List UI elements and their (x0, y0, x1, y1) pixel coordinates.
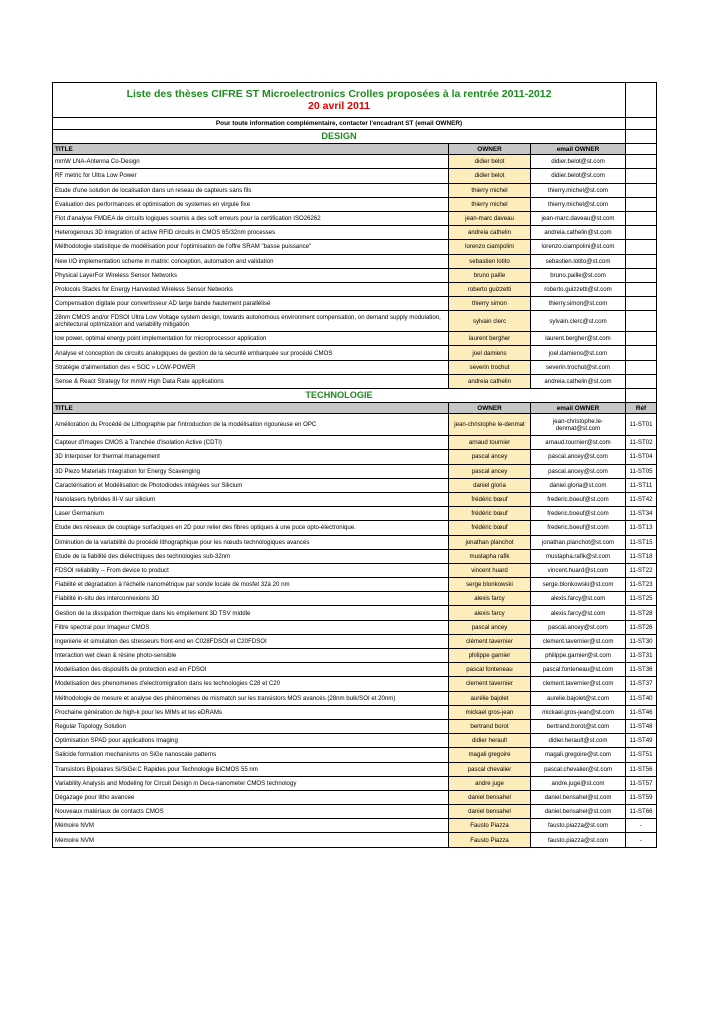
thesis-title: Modelisation des phenomenes d'electromigration dans les technologies C28 et C20 (53, 677, 449, 691)
table-row (53, 705, 657, 719)
ref-code: 11-ST13 (626, 521, 657, 535)
owner-name: frédéric bœuf (449, 521, 531, 535)
owner-name: roberto guizzetti (449, 282, 531, 296)
owner-name: thierry michel (449, 197, 531, 211)
table-row (53, 776, 657, 790)
thesis-title: Mémoire NVM (53, 833, 449, 847)
section-title-design: DESIGN (53, 130, 626, 144)
thesis-title: RF metric for Ultra Low Power (53, 169, 449, 183)
section-row-technologie (53, 389, 657, 403)
owner-email: lorenzo.ciampolini@st.com (531, 240, 626, 254)
ref-code: 11-ST18 (626, 549, 657, 563)
table-row (53, 268, 657, 282)
owner-name: severin trochut (449, 360, 531, 374)
table-row (53, 332, 657, 346)
thesis-title: Dégazage pour litho avancee (53, 790, 449, 804)
owner-name: bertrand borot (449, 719, 531, 733)
thesis-title: Fiabilité et dégradation à l'échelle nanométrique par sonde locale de mosfet 32à 20 nm (53, 578, 449, 592)
thesis-title: mmW LNA-Antenna Co-Design (53, 155, 449, 169)
table-row (53, 734, 657, 748)
section-title-technologie: TECHNOLOGIE (53, 389, 626, 403)
owner-name: thierry simon (449, 297, 531, 311)
ref-code: 11-ST05 (626, 464, 657, 478)
ref-code: 11-ST66 (626, 805, 657, 819)
thesis-title: Nouveaux matériaux de contacts CMOS (53, 805, 449, 819)
owner-email: severin.trochut@st.com (531, 360, 626, 374)
owner-email: didier.belot@st.com (531, 155, 626, 169)
owner-email: pascal.ancey@st.com (531, 450, 626, 464)
thesis-title: Compensation digitale pour convertisseur AD large bande hautement parallélisé (53, 297, 449, 311)
owner-email: clement.tavernier@st.com (531, 634, 626, 648)
table-row (53, 226, 657, 240)
design-rows (53, 155, 657, 389)
table-row (53, 464, 657, 478)
info-row (53, 118, 657, 130)
table-row (53, 450, 657, 464)
owner-email: mickael.gros-jean@st.com (531, 705, 626, 719)
ref-cell (626, 297, 657, 311)
thesis-title: Transistors Bipolaires Si/SiGe:C Rapides pour Technologie BiCMOS 55 nm (53, 762, 449, 776)
table-row (53, 183, 657, 197)
ref-code: 11-ST04 (626, 450, 657, 464)
ref-cell (626, 83, 657, 118)
document-header-row (53, 83, 657, 118)
col-title-header: TITLE (53, 403, 449, 414)
owner-name: daniel bensahel (449, 790, 531, 804)
owner-name: didier herault (449, 734, 531, 748)
owner-name: sebastien lotito (449, 254, 531, 268)
ref-cell (626, 374, 657, 388)
owner-name: lorenzo ciampolini (449, 240, 531, 254)
thesis-title: Laser Germanium (53, 507, 449, 521)
table-row (53, 578, 657, 592)
ref-code: - (626, 819, 657, 833)
ref-cell (626, 155, 657, 169)
ref-cell (626, 389, 657, 403)
table-row (53, 833, 657, 847)
owner-email: clement.tavernier@st.com (531, 677, 626, 691)
owner-email: serge.blonkowski@st.com (531, 578, 626, 592)
table-row (53, 282, 657, 296)
thesis-title: FDSOI reliability -- From device to product (53, 563, 449, 577)
owner-name: andreia cathelin (449, 374, 531, 388)
ref-cell (626, 183, 657, 197)
table-row (53, 620, 657, 634)
ref-cell (626, 169, 657, 183)
owner-email: andre.juge@st.com (531, 776, 626, 790)
document-title: Liste des thèses CIFRE ST Microelectronics Crolles proposées à la rentrée 2011-2012 (126, 88, 552, 100)
ref-code: 11-ST22 (626, 563, 657, 577)
section-row-design (53, 130, 657, 144)
owner-name: daniel gloria (449, 478, 531, 492)
owner-name: thierry michel (449, 183, 531, 197)
ref-cell (626, 211, 657, 225)
owner-email: roberto.guizzetti@st.com (531, 282, 626, 296)
owner-email: didier.herault@st.com (531, 734, 626, 748)
ref-code: 11-ST42 (626, 492, 657, 506)
owner-email: pascal.fonteneau@st.com (531, 663, 626, 677)
table-row (53, 649, 657, 663)
table-row (53, 606, 657, 620)
owner-name: joel damiens (449, 346, 531, 360)
thesis-title: Interaction wet clean & résine photo-sensible (53, 649, 449, 663)
ref-code: 11-ST57 (626, 776, 657, 790)
owner-email: sebastien.lotito@st.com (531, 254, 626, 268)
thesis-title: Amélioration du Procédé de Lithographie par l'introduction de la modélisation rigoureuse en OPC (53, 414, 449, 436)
thesis-title: Méthodologie de mesure et analyse des phénomènes de mismatch sur les transistors MOS avancés (28nm bulk/SOI et 20nm) (53, 691, 449, 705)
owner-name: pascal ancey (449, 620, 531, 634)
table-row (53, 169, 657, 183)
thesis-title: 3D Interposer for thermal management (53, 450, 449, 464)
thesis-title: Etude des réseaux de couplage surfaciques en 2D pour relier des fibres optiques à une puce opto-électronique. (53, 521, 449, 535)
ref-code: 11-ST02 (626, 436, 657, 450)
technologie-rows (53, 414, 657, 847)
owner-name: didier belot (449, 155, 531, 169)
table-row (53, 521, 657, 535)
owner-email: arnaud.tournier@st.com (531, 436, 626, 450)
owner-email: daniel.bensahel@st.com (531, 805, 626, 819)
owner-email: joel.damiens@st.com (531, 346, 626, 360)
col-owner-header: OWNER (449, 144, 531, 155)
owner-email: fausto.piazza@st.com (531, 819, 626, 833)
owner-email: daniel.gloria@st.com (531, 478, 626, 492)
owner-name: didier belot (449, 169, 531, 183)
ref-code: 11-ST30 (626, 634, 657, 648)
ref-code: 11-ST28 (626, 606, 657, 620)
owner-name: frédéric bœuf (449, 492, 531, 506)
owner-email: vincent.huard@st.com (531, 563, 626, 577)
thesis-title: 3D Piezo Materials Integration for Energy Scavenging (53, 464, 449, 478)
owner-name: alexis farcy (449, 606, 531, 620)
ref-code: 11-ST25 (626, 592, 657, 606)
table-row (53, 211, 657, 225)
col-title-header: TITLE (53, 144, 449, 155)
owner-name: Fausto Piazza (449, 819, 531, 833)
ref-cell (626, 360, 657, 374)
ref-cell (626, 226, 657, 240)
owner-name: arnaud tournier (449, 436, 531, 450)
owner-name: andreia cathelin (449, 226, 531, 240)
owner-email: thierry.michel@st.com (531, 183, 626, 197)
thesis-title: Flot d'analyse FMDEA de circuits logiques soumis a des soft erreurs pour la certification ISO26262 (53, 211, 449, 225)
ref-code: 11-ST37 (626, 677, 657, 691)
ref-code: 11-ST59 (626, 790, 657, 804)
owner-email: bertrand.borot@st.com (531, 719, 626, 733)
table-row (53, 819, 657, 833)
owner-email: pascal.ancey@st.com (531, 464, 626, 478)
thesis-title: Evaluation des performances et optimisation de systemes en virgule fixe (53, 197, 449, 211)
owner-name: serge blonkowski (449, 578, 531, 592)
ref-code: 11-ST51 (626, 748, 657, 762)
ref-code: 11-ST48 (626, 719, 657, 733)
owner-name: pascal chevalier (449, 762, 531, 776)
table-row (53, 492, 657, 506)
ref-cell (626, 197, 657, 211)
ref-code: 11-ST23 (626, 578, 657, 592)
owner-name: aurélie bajolet (449, 691, 531, 705)
document-header (53, 83, 626, 118)
thesis-title: Variability Analysis and Modeling for Circuit Design in Deca-nanometer CMOS technology (53, 776, 449, 790)
table-row (53, 563, 657, 577)
ref-code: 11-ST01 (626, 414, 657, 436)
thesis-title: Capteur d'Images CMOS à Tranchée d'Isolation Active (CDTI) (53, 436, 449, 450)
thesis-title: Gestion de la dissipation thermique dans les empilement 3D TSV middle (53, 606, 449, 620)
owner-email: didier.belot@st.com (531, 169, 626, 183)
owner-name: laurent bergher (449, 332, 531, 346)
ref-cell (626, 311, 657, 332)
thesis-table (52, 82, 657, 848)
ref-code: 11-ST34 (626, 507, 657, 521)
thesis-title: Analyse et conception de circuits analogiques de gestion de la sécurité embarquée sur procédé CMOS (53, 346, 449, 360)
ref-cell (626, 268, 657, 282)
ref-code: 11-ST15 (626, 535, 657, 549)
owner-name: magali gregoire (449, 748, 531, 762)
owner-name: pascal ancey (449, 464, 531, 478)
owner-email: pascal.chevalier@st.com (531, 762, 626, 776)
owner-name: daniel bensahel (449, 805, 531, 819)
table-row (53, 719, 657, 733)
owner-email: magali.gregoire@st.com (531, 748, 626, 762)
col-email-header: email OWNER (531, 144, 626, 155)
column-header-row-technologie (53, 403, 657, 414)
owner-email: sylvain.clerc@st.com (531, 311, 626, 332)
table-row (53, 254, 657, 268)
col-ref-header: Réf (626, 403, 657, 414)
ref-cell (626, 118, 657, 130)
ref-cell (626, 332, 657, 346)
owner-email: jean-christophe.le-denmat@st.com (531, 414, 626, 436)
owner-name: jean-christophe le-denmat (449, 414, 531, 436)
owner-name: clement tavernier (449, 677, 531, 691)
owner-email: mustapha.rafik@st.com (531, 549, 626, 563)
table-row (53, 478, 657, 492)
ref-code: 11-ST56 (626, 762, 657, 776)
col-owner-header: OWNER (449, 403, 531, 414)
owner-name: Fausto Piazza (449, 833, 531, 847)
owner-name: jonathan planchot (449, 535, 531, 549)
thesis-title: low power, optimal energy point implementation for microprocessor application (53, 332, 449, 346)
owner-email: frederic.boeuf@st.com (531, 521, 626, 535)
thesis-title: Prochaine génération de high-k pour les MIMs et les eDRAMs (53, 705, 449, 719)
owner-email: bruno.paille@st.com (531, 268, 626, 282)
ref-code: 11-ST49 (626, 734, 657, 748)
thesis-title: Heterogenous 3D integration of active RFID circuits in CMOS 65/32nm processes (53, 226, 449, 240)
thesis-title: Physical LayerFor Wireless Sensor Networks (53, 268, 449, 282)
ref-code: 11-ST36 (626, 663, 657, 677)
ref-cell (626, 282, 657, 296)
ref-cell (626, 144, 657, 155)
table-row (53, 240, 657, 254)
owner-name: mustapha rafik (449, 549, 531, 563)
table-row (53, 346, 657, 360)
owner-email: laurent.bergher@st.com (531, 332, 626, 346)
owner-email: thierry.michel@st.com (531, 197, 626, 211)
thesis-title: Méthodologie statistique de modélisation pour l'optimisation de l'offre SRAM "basse puissance" (53, 240, 449, 254)
ref-code: 11-ST40 (626, 691, 657, 705)
owner-name: bruno paille (449, 268, 531, 282)
thesis-title: Salicide formation mechanisms on SiGe nanoscale patterns (53, 748, 449, 762)
owner-name: mickael gros-jean (449, 705, 531, 719)
table-row (53, 155, 657, 169)
owner-email: aurelie.bajolet@st.com (531, 691, 626, 705)
owner-email: andreia.cathelin@st.com (531, 374, 626, 388)
owner-email: thierry.simon@st.com (531, 297, 626, 311)
thesis-title: Diminution de la variabilité du procédé lithographique pour les nœuds technologiques avancés (53, 535, 449, 549)
table-row (53, 414, 657, 436)
table-row (53, 436, 657, 450)
thesis-title: Sense & React Strategy for mmW High Data Rate applications (53, 374, 449, 388)
owner-email: daniel.bensahel@st.com (531, 790, 626, 804)
owner-email: fausto.piazza@st.com (531, 833, 626, 847)
ref-code: 11-ST11 (626, 478, 657, 492)
owner-email: frederic.boeuf@st.com (531, 507, 626, 521)
owner-name: vincent huard (449, 563, 531, 577)
ref-cell (626, 240, 657, 254)
thesis-title: Fiabilité in-situ des interconnexions 3D (53, 592, 449, 606)
owner-email: alexis.farcy@st.com (531, 592, 626, 606)
contact-info: Pour toute information complémentaire, contacter l'encadrant ST (email OWNER) (53, 118, 626, 130)
owner-email: frederic.boeuf@st.com (531, 492, 626, 506)
ref-cell (626, 254, 657, 268)
thesis-list-document (52, 82, 656, 848)
thesis-title: Mémoire NVM (53, 819, 449, 833)
table-row (53, 297, 657, 311)
thesis-title: Nanolasers hybrides III-V sur silicium (53, 492, 449, 506)
ref-cell (626, 346, 657, 360)
table-row (53, 748, 657, 762)
table-row (53, 311, 657, 332)
owner-name: clément tavernier (449, 634, 531, 648)
owner-name: pascal ancey (449, 450, 531, 464)
table-row (53, 507, 657, 521)
ref-cell (626, 130, 657, 144)
table-row (53, 762, 657, 776)
thesis-title: 28nm CMOS and/or FDSOI Ultra Low Voltage system design, towards autonomous environment compensation, on demand supply modulation, architectural optimization and variability mitigation (53, 311, 449, 332)
thesis-title: Ingenierie et simulation des stresseurs front-end en C028FDSOI et C20FDSOI (53, 634, 449, 648)
thesis-title: Etude d'une solution de localisation dans un reseau de capteurs sans fils (53, 183, 449, 197)
owner-email: pascal.ancey@st.com (531, 620, 626, 634)
owner-email: jonathan.planchot@st.com (531, 535, 626, 549)
owner-email: andreia.cathelin@st.com (531, 226, 626, 240)
thesis-title: Filtre spectral pour Imageur CMOS (53, 620, 449, 634)
thesis-title: Stratégie d'alimentation des « SOC » LOW-POWER (53, 360, 449, 374)
owner-email: jean-marc.daveau@st.com (531, 211, 626, 225)
table-row (53, 549, 657, 563)
thesis-title: Caractérisation et Modélisation de Photodiodes intégrées sur Silicium (53, 478, 449, 492)
table-row (53, 790, 657, 804)
thesis-title: Modelisation des dispositifs de protection esd en FDSOI (53, 663, 449, 677)
owner-email: alexis.farcy@st.com (531, 606, 626, 620)
owner-name: philippe garnier (449, 649, 531, 663)
table-row (53, 360, 657, 374)
table-row (53, 535, 657, 549)
ref-code: 11-ST46 (626, 705, 657, 719)
owner-email: philippe.garnier@st.com (531, 649, 626, 663)
table-row (53, 634, 657, 648)
table-row (53, 374, 657, 388)
table-row (53, 691, 657, 705)
thesis-title: Protocols Stacks for Energy Harvested Wireless Sensor Networks (53, 282, 449, 296)
owner-name: jean-marc daveau (449, 211, 531, 225)
table-row (53, 805, 657, 819)
thesis-title: Optimisation SPAD pour applications Imaging (53, 734, 449, 748)
table-row (53, 197, 657, 211)
col-email-header: email OWNER (531, 403, 626, 414)
table-row (53, 677, 657, 691)
owner-name: sylvain clerc (449, 311, 531, 332)
owner-name: frédéric bœuf (449, 507, 531, 521)
column-header-row-design (53, 144, 657, 155)
owner-name: alexis farcy (449, 592, 531, 606)
ref-code: 11-ST31 (626, 649, 657, 663)
owner-name: pascal fonteneau (449, 663, 531, 677)
thesis-title: Regular Topology Solution (53, 719, 449, 733)
thesis-title: New I/O implementation scheme in matrix: conception, automation and validation (53, 254, 449, 268)
table-row (53, 663, 657, 677)
table-row (53, 592, 657, 606)
ref-code: 11-ST26 (626, 620, 657, 634)
ref-code: - (626, 833, 657, 847)
thesis-title: Etude de la fiabilité des diélectriques des technologies sub-32nm (53, 549, 449, 563)
document-date: 20 avril 2011 (308, 100, 370, 112)
owner-name: andre juge (449, 776, 531, 790)
